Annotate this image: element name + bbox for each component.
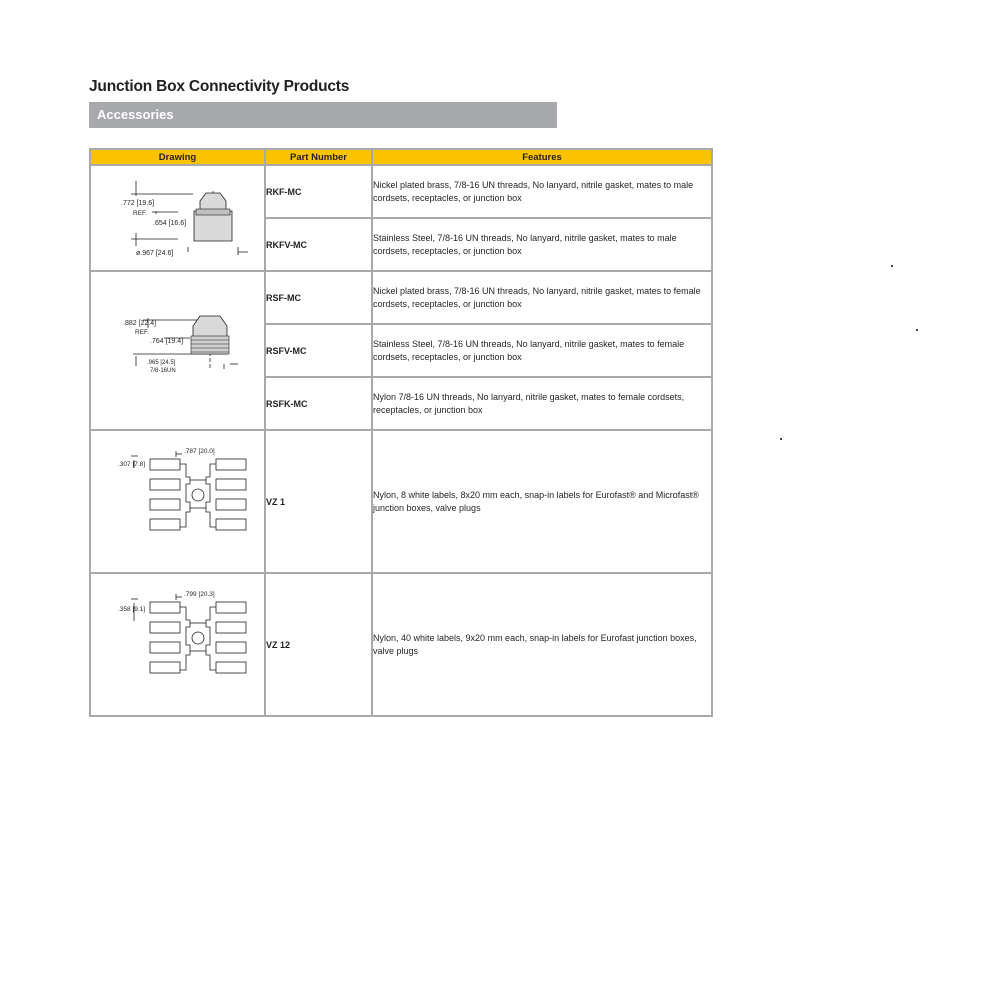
features-cell: Nickel plated brass, 7/8-16 UN threads, No lanyard, nitrile gasket, mates to female cordsets, receptacles, or junction box [372, 271, 712, 324]
drawing-cell-rkf [90, 165, 265, 271]
column-header-part-number: Part Number [265, 149, 372, 165]
part-number-cell: VZ 1 [265, 430, 372, 573]
features-cell: Nylon, 8 white labels, 8x20 mm each, snap-in labels for Eurofast® and Microfast® junction boxes, valve plugs [372, 430, 712, 573]
features-cell: Nylon 7/8-16 UN threads, No lanyard, nitrile gasket, mates to female cordsets, receptacles, or junction box [372, 377, 712, 430]
column-header-drawing: Drawing [90, 149, 265, 165]
table-header-row [90, 149, 712, 165]
stray-dot [916, 329, 918, 331]
rsf-inner-height-label: .764 [19.4] [149, 337, 183, 345]
features-cell: Stainless Steel, 7/8-16 UN threads, No lanyard, nitrile gasket, mates to female cordsets, receptacles, or junction box [372, 324, 712, 377]
part-number-cell: VZ 12 [265, 573, 372, 716]
features-cell: Nylon, 40 white labels, 9x20 mm each, snap-in labels for Eurofast junction boxes, valve plugs [372, 573, 712, 716]
rkf-ref-label: REF. [132, 209, 147, 217]
part-number-cell: RSF-MC [265, 271, 372, 324]
accessories-table [89, 148, 713, 717]
part-number-cell: RSFK-MC [265, 377, 372, 430]
stray-dot [780, 438, 782, 440]
column-header-features: Features [372, 149, 712, 165]
section-header-bar [89, 102, 557, 128]
rsf-height-label: .882 [22.4] [122, 319, 156, 327]
features-cell: Stainless Steel, 7/8-16 UN threads, No lanyard, nitrile gasket, mates to male cordsets, receptacles, or junction box [372, 218, 712, 271]
part-number-cell: RSFV-MC [265, 324, 372, 377]
vz12-label-sheet-drawing [98, 585, 258, 705]
stray-dot [891, 265, 893, 267]
drawing-cell-vz1 [90, 430, 265, 573]
table-row [90, 271, 712, 324]
part-number-cell: RKFV-MC [265, 218, 372, 271]
vz1-height-label: .307 [7.8] [117, 460, 145, 468]
table-row [90, 165, 712, 218]
vz1-width-label: .787 [20.0] [183, 447, 215, 455]
section-title: Accessories [97, 107, 174, 122]
drawing-cell-vz12 [90, 573, 265, 716]
features-cell: Nickel plated brass, 7/8-16 UN threads, No lanyard, nitrile gasket, mates to male cordsets, receptacles, or junction box [372, 165, 712, 218]
rkf-diameter-label: ø.967 [24.6] [135, 249, 173, 257]
rsf-thread-label: 7/8-16UN [149, 367, 176, 374]
vz1-label-sheet-drawing [98, 442, 258, 562]
table-row [90, 430, 712, 573]
rsf-ref-label: REF. [134, 328, 149, 336]
part-number-cell: RKF-MC [265, 165, 372, 218]
table-row [90, 573, 712, 716]
vz12-height-label: .358 [9.1] [117, 605, 145, 613]
drawing-cell-rsf [90, 271, 265, 430]
rsf-diameter-label: .965 [24.5] [146, 359, 175, 366]
rkf-cap-drawing [98, 171, 258, 266]
rkf-inner-height-label: .654 [16.6] [152, 219, 186, 227]
page-title: Junction Box Connectivity Products [89, 78, 350, 95]
rkf-height-label: .772 [19.6] [120, 199, 154, 207]
vz12-width-label: .799 [20.3] [183, 590, 215, 598]
rsf-cap-drawing [98, 306, 258, 396]
